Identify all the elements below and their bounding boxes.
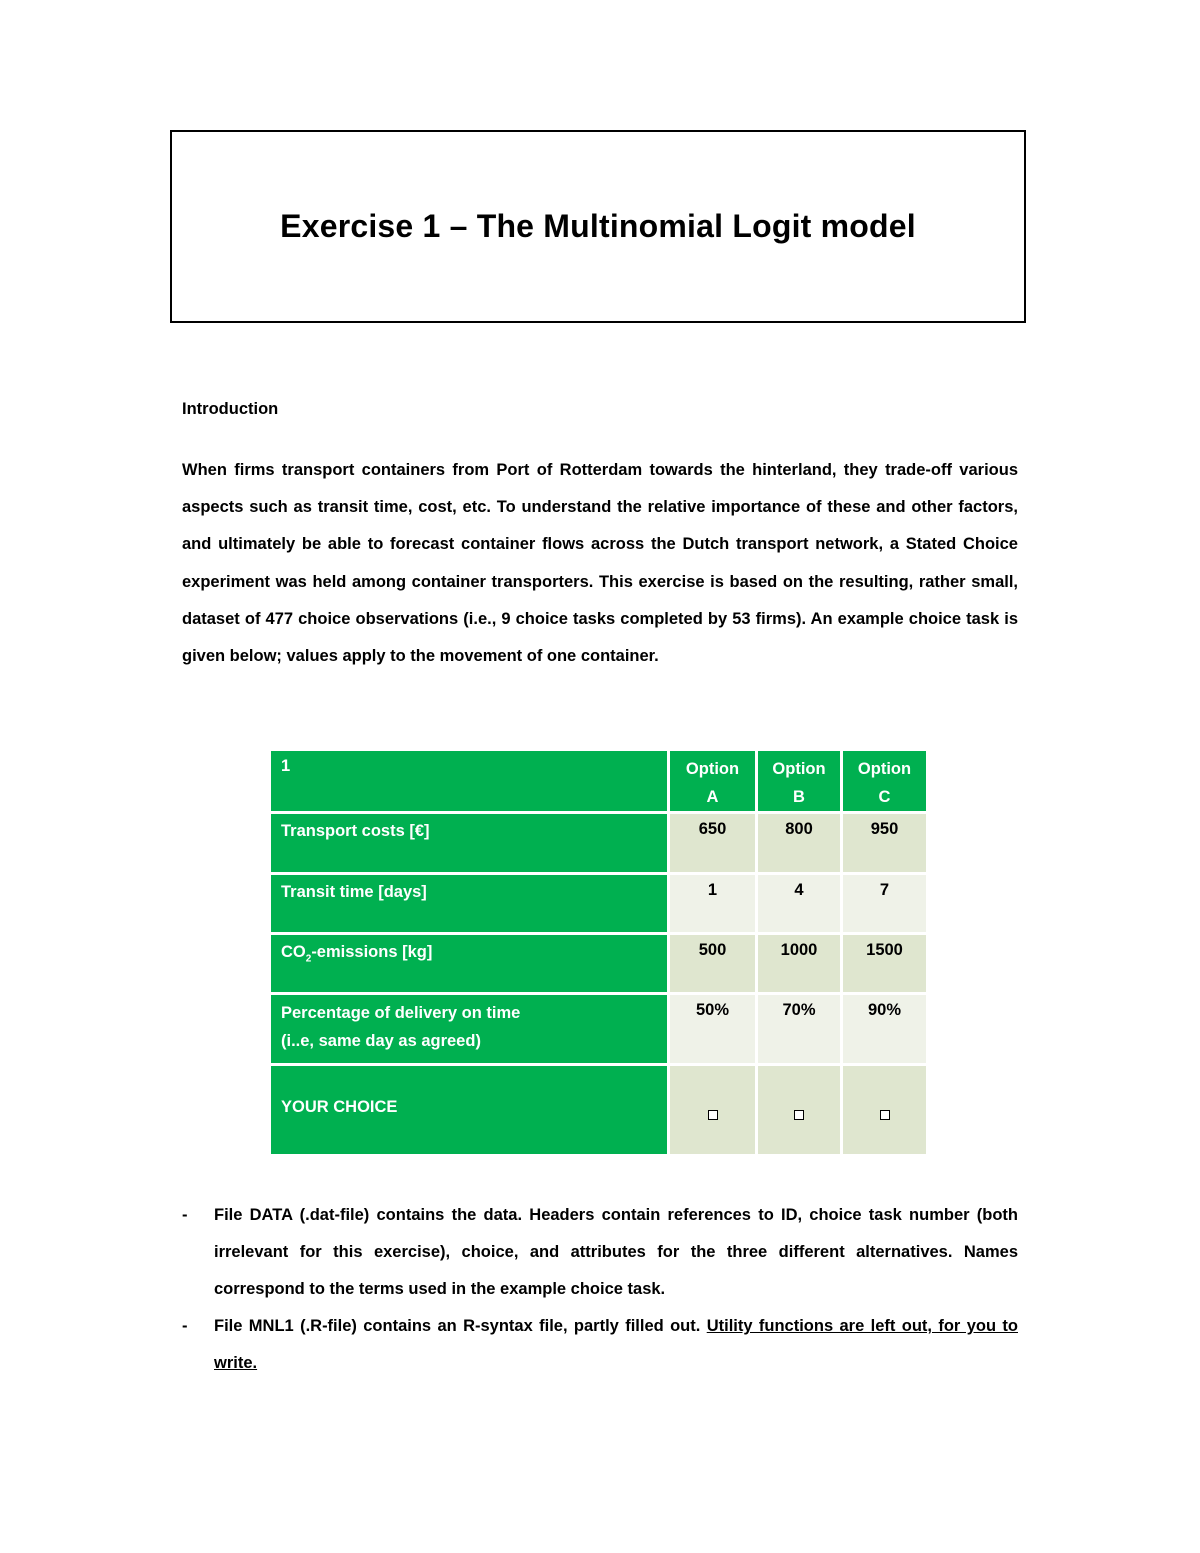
delivery-on-time-a: 50% xyxy=(670,995,758,1066)
co2-suffix: -emissions [kg] xyxy=(311,943,433,961)
table-row-delivery-on-time xyxy=(271,995,926,1066)
task-number-cell: 1 xyxy=(271,751,670,814)
file-list xyxy=(182,1197,1018,1382)
table-header-row xyxy=(271,751,926,814)
introduction-paragraph: When firms transport containers from Port of Rotterdam towards the hinterland, they trade-off various aspects such as transit time, cost, etc. To understand the relative importance of these and other factors, and ultimately be able to forecast container flows across the Dutch transport network, a Stated Choice experiment was held among container transporters. This exercise is based on the resulting, rather small, dataset of 477 choice observations (i.e., 9 choice tasks completed by 53 firms). An example choice task is given below; values apply to the movement of one container. xyxy=(182,461,1018,666)
table-row-transport-costs xyxy=(271,814,926,875)
delivery-on-time-label-line2: (i..e, same day as agreed) xyxy=(281,1032,481,1050)
table-row-transit-time xyxy=(271,875,926,935)
choice-a-cell xyxy=(670,1066,758,1154)
introduction-heading: Introduction xyxy=(182,400,279,418)
co2-emissions-a: 500 xyxy=(670,935,758,995)
transit-time-b: 4 xyxy=(758,875,843,935)
option-b-label: Option xyxy=(772,760,826,778)
bullet-underlined-note: Utility functions are left out, for you to write. xyxy=(214,1317,1018,1372)
bullet-text-data-file: File DATA (.dat-file) contains the data. Headers contain references to ID, choice task number (both irrelevant for this exercise), choice, and attributes for the three different alternatives. Names correspond to the terms used in the example choice task. xyxy=(214,1206,1018,1298)
choice-b-cell xyxy=(758,1066,843,1154)
option-c-header xyxy=(843,751,926,814)
option-b-letter: B xyxy=(793,788,805,806)
delivery-on-time-label-line1: Percentage of delivery on time xyxy=(281,1004,521,1022)
choice-c-cell xyxy=(843,1066,926,1154)
choice-task-table xyxy=(271,751,926,1154)
option-a-label: Option xyxy=(685,760,740,778)
delivery-on-time-c: 90% xyxy=(843,995,926,1066)
co2-emissions-c: 1500 xyxy=(843,935,926,995)
choice-a-checkbox-icon[interactable] xyxy=(708,1110,718,1120)
transport-costs-a: 650 xyxy=(670,814,758,875)
transport-costs-c: 950 xyxy=(843,814,926,875)
co2-subscript: 2 xyxy=(305,953,312,965)
transit-time-label: Transit time [days] xyxy=(271,875,670,935)
bullet-dash: - xyxy=(182,1317,188,1335)
list-item xyxy=(182,1308,1018,1382)
transport-costs-label: Transport costs [€] xyxy=(271,814,670,875)
delivery-on-time-b: 70% xyxy=(758,995,843,1066)
option-b-header xyxy=(758,751,843,814)
option-c-letter: C xyxy=(878,788,891,806)
choice-b-checkbox-icon[interactable] xyxy=(794,1110,804,1120)
option-a-letter: A xyxy=(706,788,719,806)
title-box xyxy=(170,130,1026,323)
delivery-on-time-label xyxy=(271,995,670,1066)
page-title: Exercise 1 – The Multinomial Logit model xyxy=(280,208,916,244)
transit-time-a: 1 xyxy=(670,875,758,935)
your-choice-label: YOUR CHOICE xyxy=(271,1066,670,1154)
bullet-text-mnl1-file: File MNL1 (.R-file) contains an R-syntax file, partly filled out. xyxy=(214,1317,707,1335)
choice-c-checkbox-icon[interactable] xyxy=(880,1110,890,1120)
co2-emissions-label xyxy=(271,935,670,995)
table-row-your-choice xyxy=(271,1066,926,1154)
option-c-label: Option xyxy=(857,760,912,778)
co2-prefix: CO xyxy=(281,943,306,961)
transport-costs-b: 800 xyxy=(758,814,843,875)
table-row-co2-emissions xyxy=(271,935,926,995)
option-a-header xyxy=(670,751,758,814)
co2-emissions-b: 1000 xyxy=(758,935,843,995)
list-item xyxy=(182,1197,1018,1308)
bullet-dash: - xyxy=(182,1206,188,1224)
transit-time-c: 7 xyxy=(843,875,926,935)
